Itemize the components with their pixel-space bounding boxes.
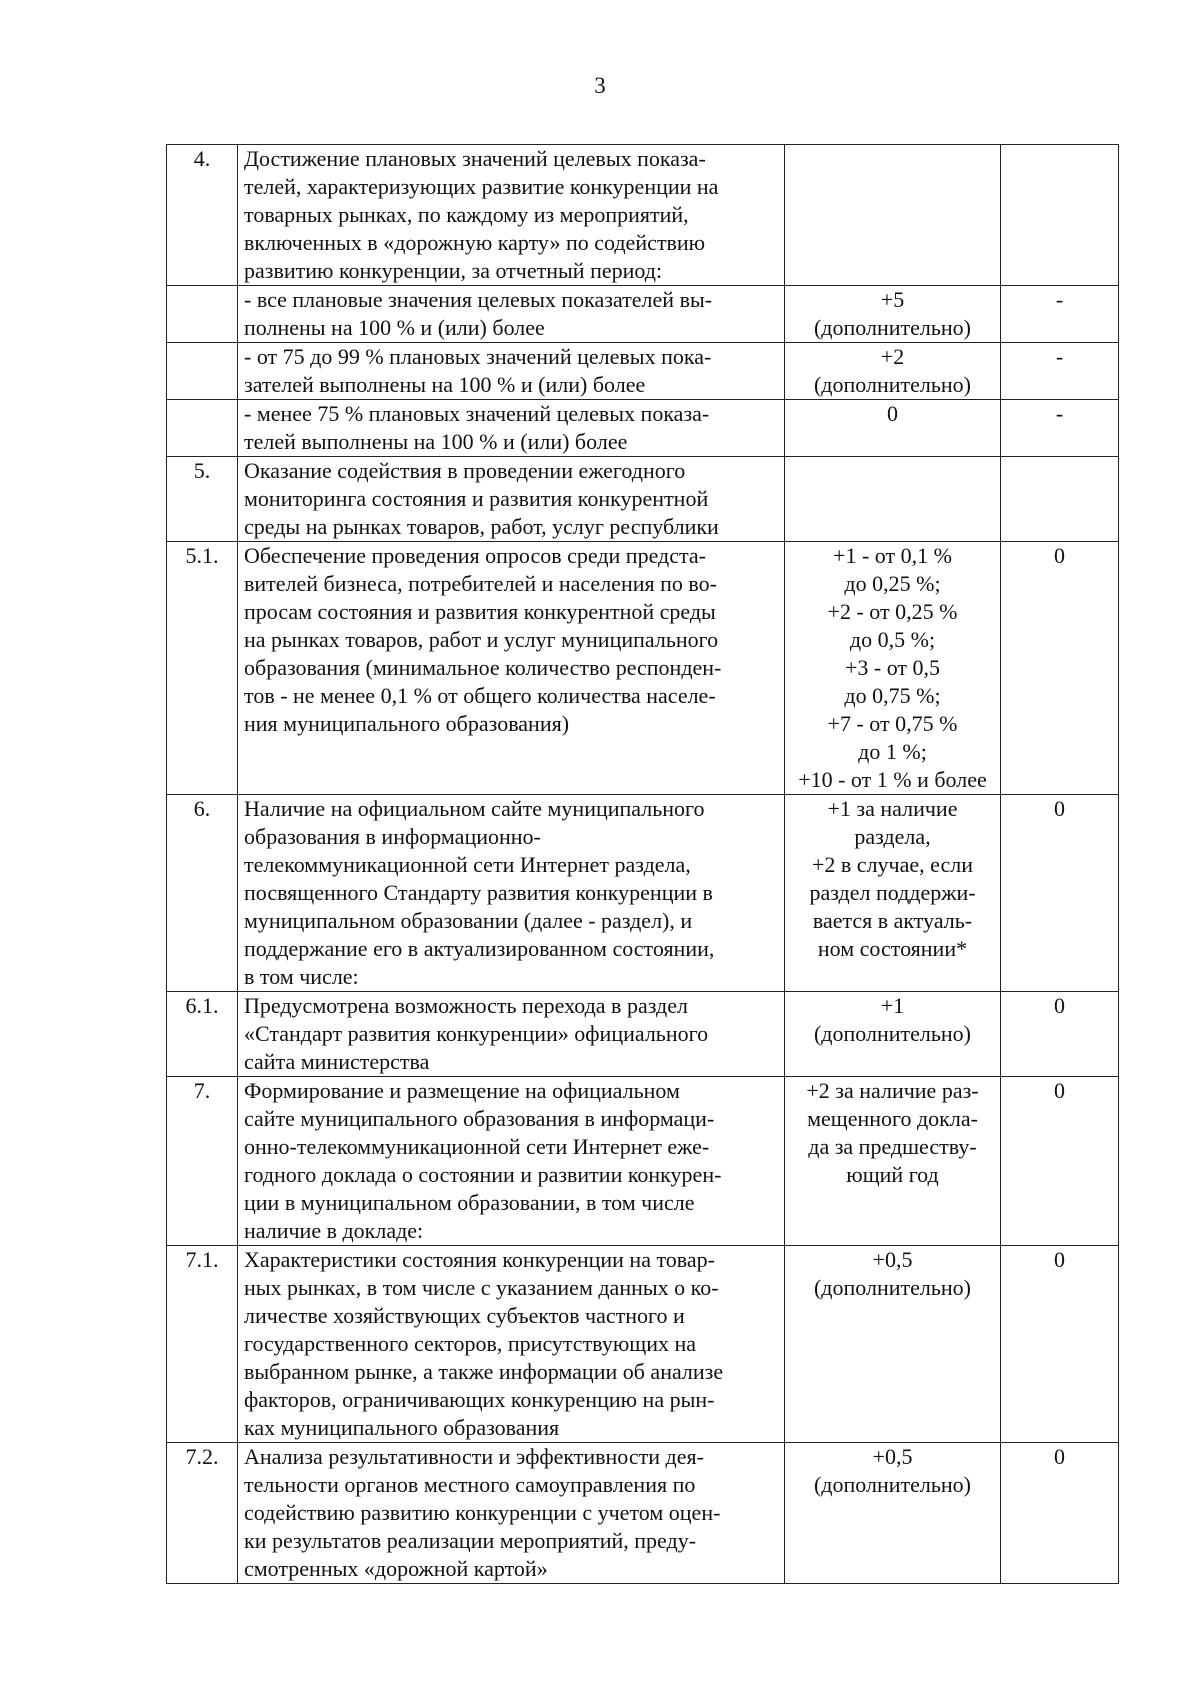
criterion-text-cell: Оказание содействия в проведении ежегодного мониторинга состояния и развития конкурентной среды на рынках товаров, работ, услуг республики [238,457,785,542]
table-row [167,400,1119,457]
row-number-cell [167,286,238,343]
score-cell: +5 (дополнительно) [785,286,1001,343]
row-number-cell: 7.2. [167,1443,238,1584]
score-cell: +0,5 (дополнительно) [785,1443,1001,1584]
extra-cell [1001,457,1119,542]
criteria-table [166,144,1119,1584]
score-cell: +0,5 (дополнительно) [785,1246,1001,1443]
extra-cell: 0 [1001,992,1119,1077]
score-cell [785,145,1001,286]
page-number: 3 [594,73,606,98]
extra-cell: 0 [1001,1443,1119,1584]
score-cell: +1 - от 0,1 % до 0,25 %; +2 - от 0,25 % до 0,5 %; +3 - от 0,5 до 0,75 %; +7 - от 0,75 % до 1 %; +10 - от 1 % и более [785,542,1001,795]
extra-cell: 0 [1001,1077,1119,1246]
row-number-cell [167,400,238,457]
table-row [167,542,1119,795]
row-number-cell: 6.1. [167,992,238,1077]
extra-cell: - [1001,400,1119,457]
extra-cell [1001,145,1119,286]
criterion-text-cell: Предусмотрена возможность перехода в раздел «Стандарт развития конкуренции» официального сайта министерства [238,992,785,1077]
row-number-cell: 5.1. [167,542,238,795]
criterion-text-cell: Формирование и размещение на официальном сайте муниципального образования в информаци- онно-телекоммуникационной сети Интернет еже- годного доклада о состоянии и развитии конкурен- ции в муниципальном образовании, в том числе наличие в докладе: [238,1077,785,1246]
table-row [167,145,1119,286]
score-cell: +2 за наличие раз- мещенного докла- да за предшеству- ющий год [785,1077,1001,1246]
criterion-text-cell: - все плановые значения целевых показателей вы- полнены на 100 % и (или) более [238,286,785,343]
extra-cell: 0 [1001,795,1119,992]
score-cell: +2 (дополнительно) [785,343,1001,400]
criterion-text-cell: Наличие на официальном сайте муниципального образования в информационно- телекоммуникационной сети Интернет раздела, посвященного Стандарту развития конкуренции в муниципальном образовании (далее - раздел), и поддержание его в актуализированном состоянии, в том числе: [238,795,785,992]
extra-cell: 0 [1001,542,1119,795]
score-cell: 0 [785,400,1001,457]
row-number-cell: 7.1. [167,1246,238,1443]
criterion-text-cell: Анализа результативности и эффективности дея- тельности органов местного самоуправления по содействию развитию конкуренции с учетом оцен- ки результатов реализации мероприятий, преду- смотренных «дорожной картой» [238,1443,785,1584]
row-number-cell [167,343,238,400]
score-cell [785,457,1001,542]
row-number-cell: 5. [167,457,238,542]
table-row [167,795,1119,992]
criterion-text-cell: - менее 75 % плановых значений целевых показа- телей выполнены на 100 % и (или) более [238,400,785,457]
table-row [167,286,1119,343]
criterion-text-cell: Достижение плановых значений целевых показа- телей, характеризующих развитие конкуренции на товарных рынках, по каждому из мероприятий, включенных в «дорожную карту» по содействию развитию конкуренции, за отчетный период: [238,145,785,286]
criterion-text-cell: Характеристики состояния конкуренции на товар- ных рынках, в том числе с указанием данных о ко- личестве хозяйствующих субъектов частного и государственного секторов, присутствующих на выбранном рынке, а также информации об анализе факторов, ограничивающих конкуренцию на рын- ках муниципального образования [238,1246,785,1443]
extra-cell: 0 [1001,1246,1119,1443]
table-row [167,1246,1119,1443]
row-number-cell: 7. [167,1077,238,1246]
criterion-text-cell: - от 75 до 99 % плановых значений целевых пока- зателей выполнены на 100 % и (или) более [238,343,785,400]
extra-cell: - [1001,343,1119,400]
table-row [167,992,1119,1077]
extra-cell: - [1001,286,1119,343]
score-cell: +1 за наличие раздела, +2 в случае, если раздел поддержи- вается в актуаль- ном состоянии* [785,795,1001,992]
row-number-cell: 4. [167,145,238,286]
row-number-cell: 6. [167,795,238,992]
score-cell: +1 (дополнительно) [785,992,1001,1077]
criterion-text-cell: Обеспечение проведения опросов среди предста- вителей бизнеса, потребителей и населения по во- просам состояния и развития конкурентной среды на рынках товаров, работ и услуг муниципального образования (минимальное количество респонден- тов - не менее 0,1 % от общего количества населе- ния муниципального образования) [238,542,785,795]
table-row [167,1443,1119,1584]
table-row [167,1077,1119,1246]
table-row [167,457,1119,542]
table-row [167,343,1119,400]
